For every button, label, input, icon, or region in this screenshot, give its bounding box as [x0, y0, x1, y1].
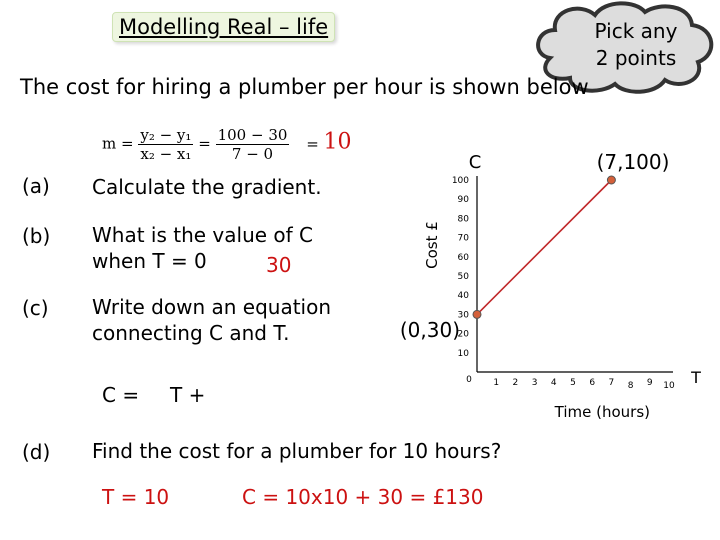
x-axis-letter: T [691, 368, 701, 387]
equation-c: C = [102, 383, 140, 407]
question-c-line1: Write down an equation [92, 295, 332, 319]
x-tick-label: 8 [627, 381, 634, 391]
x-tick-label: 7 [608, 378, 615, 388]
formula-result-eq: = [306, 134, 319, 153]
series-line [477, 180, 611, 314]
x-tick-label: 6 [589, 378, 596, 388]
data-point [607, 176, 615, 184]
data-point [473, 310, 481, 318]
formula-frac-general: $\frac{\text{y₂ − y₁}}{\text{x₂ − x₁}}$ [140, 126, 192, 163]
question-b-line1: What is the value of C [92, 223, 314, 247]
gradient-answer: 10 [323, 129, 352, 155]
question-d-text: Find the cost for a plumber for 10 hours? [92, 439, 502, 463]
page-title: Modelling Real – life [112, 12, 335, 42]
question-b-answer: 30 [266, 253, 292, 277]
point-label-start: (0,30) [399, 318, 460, 342]
question-d-label: (d) [22, 440, 51, 464]
question-c-line2: connecting C and T. [92, 321, 290, 345]
formula-frac-values: $\frac{100 - 30}{7 - 0}$ [217, 126, 288, 163]
x-tick-label: 9 [646, 378, 653, 388]
y-tick-label: 90 [457, 195, 469, 206]
y-axis-letter: C [468, 152, 482, 173]
x-tick-label: 5 [570, 378, 576, 388]
x-axis-label: Time (hours) [554, 403, 650, 421]
y-tick-label: 20 [457, 329, 469, 340]
y-axis-label: Cost £ [423, 221, 441, 269]
question-a-label: (a) [22, 174, 50, 198]
y-tick-label: 70 [457, 233, 469, 244]
gradient-formula [102, 126, 352, 163]
question-b-label: (b) [22, 224, 51, 248]
cloud-text-line1: Pick any [594, 19, 678, 43]
intro-text: The cost for hiring a plumber per hour is shown below [20, 75, 589, 99]
x-tick-label: 4 [550, 378, 557, 388]
x-tick-label: 1 [493, 378, 500, 388]
formula-eq: = [198, 134, 211, 153]
answer-d-t: T = 10 [102, 485, 170, 509]
question-c-label: (c) [22, 296, 49, 320]
y-tick-label: 30 [457, 310, 469, 321]
formula-m: m = [102, 134, 134, 153]
cloud-text-line2: 2 points [595, 46, 677, 70]
cost-time-chart [380, 140, 715, 430]
y-tick-label: 50 [457, 272, 469, 282]
question-a-text: Calculate the gradient. [92, 175, 322, 199]
y-tick-label: 60 [457, 252, 469, 263]
x-tick-label: 2 [512, 378, 519, 388]
x-tick-label: 0 [466, 375, 472, 385]
y-tick-label: 100 [451, 176, 469, 186]
y-tick-label: 40 [457, 291, 469, 302]
point-label-end: (7,100) [596, 150, 670, 174]
question-b-line2: when T = 0 [92, 249, 207, 273]
x-tick-label: 10 [663, 381, 675, 391]
answer-d-calc: C = 10x10 + 30 = £130 [242, 485, 484, 509]
x-tick-label: 3 [531, 378, 538, 388]
y-tick-label: 10 [457, 348, 469, 359]
equation-t: T + [170, 383, 206, 407]
y-tick-label: 80 [457, 214, 469, 225]
